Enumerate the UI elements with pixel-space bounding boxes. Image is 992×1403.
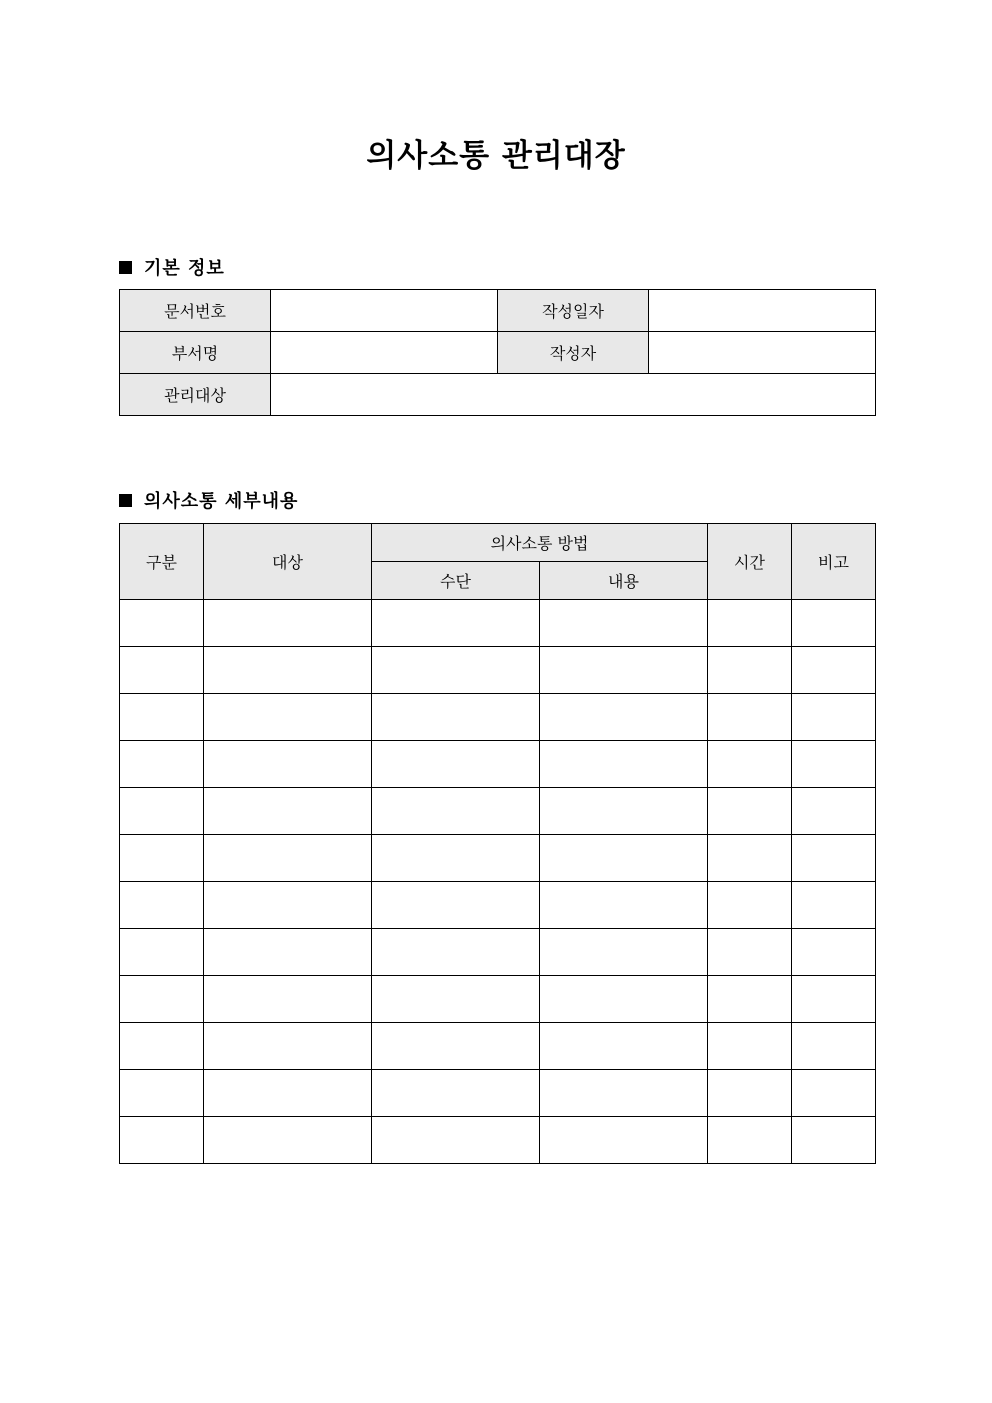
category-cell[interactable] <box>120 1117 204 1164</box>
author-label: 작성자 <box>498 332 649 374</box>
doc-number-label: 문서번호 <box>120 290 271 332</box>
table-row <box>120 882 876 929</box>
category-cell[interactable] <box>120 741 204 788</box>
content-cell[interactable] <box>540 1117 708 1164</box>
content-cell[interactable] <box>540 1070 708 1117</box>
managed-target-field[interactable] <box>271 374 876 416</box>
table-row <box>120 788 876 835</box>
means-cell[interactable] <box>372 1070 540 1117</box>
time-cell[interactable] <box>708 835 792 882</box>
category-cell[interactable] <box>120 835 204 882</box>
content-cell[interactable] <box>540 929 708 976</box>
time-cell[interactable] <box>708 929 792 976</box>
target-cell[interactable] <box>204 647 372 694</box>
col-remarks-header: 비고 <box>792 524 876 600</box>
content-cell[interactable] <box>540 882 708 929</box>
table-row <box>120 647 876 694</box>
remarks-cell[interactable] <box>792 976 876 1023</box>
content-cell[interactable] <box>540 788 708 835</box>
target-cell[interactable] <box>204 600 372 647</box>
square-bullet-icon <box>119 494 132 507</box>
remarks-cell[interactable] <box>792 1023 876 1070</box>
target-cell[interactable] <box>204 835 372 882</box>
remarks-cell[interactable] <box>792 882 876 929</box>
remarks-cell[interactable] <box>792 1070 876 1117</box>
target-cell[interactable] <box>204 929 372 976</box>
written-date-field[interactable] <box>649 290 876 332</box>
target-cell[interactable] <box>204 1023 372 1070</box>
means-cell[interactable] <box>372 1117 540 1164</box>
target-cell[interactable] <box>204 1070 372 1117</box>
info-row-department <box>120 332 876 374</box>
document-title: 의사소통 관리대장 <box>366 138 626 174</box>
time-cell[interactable] <box>708 1070 792 1117</box>
category-cell[interactable] <box>120 882 204 929</box>
content-cell[interactable] <box>540 694 708 741</box>
basic-info-heading <box>119 254 225 280</box>
target-cell[interactable] <box>204 1117 372 1164</box>
target-cell[interactable] <box>204 741 372 788</box>
department-label: 부서명 <box>120 332 271 374</box>
table-row <box>120 600 876 647</box>
means-cell[interactable] <box>372 929 540 976</box>
category-cell[interactable] <box>120 1023 204 1070</box>
remarks-cell[interactable] <box>792 788 876 835</box>
table-row <box>120 1070 876 1117</box>
target-cell[interactable] <box>204 788 372 835</box>
remarks-cell[interactable] <box>792 1117 876 1164</box>
target-cell[interactable] <box>204 694 372 741</box>
basic-info-table <box>119 289 876 416</box>
means-cell[interactable] <box>372 1023 540 1070</box>
content-cell[interactable] <box>540 647 708 694</box>
content-cell[interactable] <box>540 835 708 882</box>
category-cell[interactable] <box>120 600 204 647</box>
means-cell[interactable] <box>372 694 540 741</box>
remarks-cell[interactable] <box>792 600 876 647</box>
content-cell[interactable] <box>540 600 708 647</box>
doc-number-field[interactable] <box>271 290 498 332</box>
time-cell[interactable] <box>708 647 792 694</box>
target-cell[interactable] <box>204 976 372 1023</box>
time-cell[interactable] <box>708 694 792 741</box>
basic-info-heading-text: 기본 정보 <box>144 258 225 279</box>
table-row <box>120 929 876 976</box>
means-cell[interactable] <box>372 976 540 1023</box>
time-cell[interactable] <box>708 1023 792 1070</box>
remarks-cell[interactable] <box>792 835 876 882</box>
info-row-doc-number <box>120 290 876 332</box>
means-cell[interactable] <box>372 647 540 694</box>
department-field[interactable] <box>271 332 498 374</box>
category-cell[interactable] <box>120 1070 204 1117</box>
author-field[interactable] <box>649 332 876 374</box>
table-row <box>120 1117 876 1164</box>
table-row <box>120 835 876 882</box>
remarks-cell[interactable] <box>792 647 876 694</box>
details-table <box>119 523 876 1164</box>
info-row-managed-target <box>120 374 876 416</box>
time-cell[interactable] <box>708 741 792 788</box>
time-cell[interactable] <box>708 600 792 647</box>
category-cell[interactable] <box>120 647 204 694</box>
category-cell[interactable] <box>120 694 204 741</box>
time-cell[interactable] <box>708 976 792 1023</box>
col-content-header: 내용 <box>540 562 708 600</box>
means-cell[interactable] <box>372 788 540 835</box>
col-method-header: 의사소통 방법 <box>372 524 708 562</box>
means-cell[interactable] <box>372 600 540 647</box>
details-header-row <box>120 524 876 562</box>
category-cell[interactable] <box>120 929 204 976</box>
table-row <box>120 1023 876 1070</box>
col-target-header: 대상 <box>204 524 372 600</box>
table-row <box>120 741 876 788</box>
col-time-header: 시간 <box>708 524 792 600</box>
table-row <box>120 694 876 741</box>
table-row <box>120 976 876 1023</box>
content-cell[interactable] <box>540 1023 708 1070</box>
time-cell[interactable] <box>708 788 792 835</box>
means-cell[interactable] <box>372 835 540 882</box>
target-cell[interactable] <box>204 882 372 929</box>
col-category-header: 구분 <box>120 524 204 600</box>
remarks-cell[interactable] <box>792 741 876 788</box>
means-cell[interactable] <box>372 882 540 929</box>
written-date-label: 작성일자 <box>498 290 649 332</box>
category-cell[interactable] <box>120 788 204 835</box>
remarks-cell[interactable] <box>792 694 876 741</box>
managed-target-label: 관리대상 <box>120 374 271 416</box>
category-cell[interactable] <box>120 976 204 1023</box>
details-heading-text: 의사소통 세부내용 <box>144 491 299 512</box>
details-heading <box>119 487 298 513</box>
means-cell[interactable] <box>372 741 540 788</box>
time-cell[interactable] <box>708 1117 792 1164</box>
details-table-body <box>120 600 876 1164</box>
content-cell[interactable] <box>540 976 708 1023</box>
content-cell[interactable] <box>540 741 708 788</box>
square-bullet-icon <box>119 261 132 274</box>
time-cell[interactable] <box>708 882 792 929</box>
remarks-cell[interactable] <box>792 929 876 976</box>
col-means-header: 수단 <box>372 562 540 600</box>
